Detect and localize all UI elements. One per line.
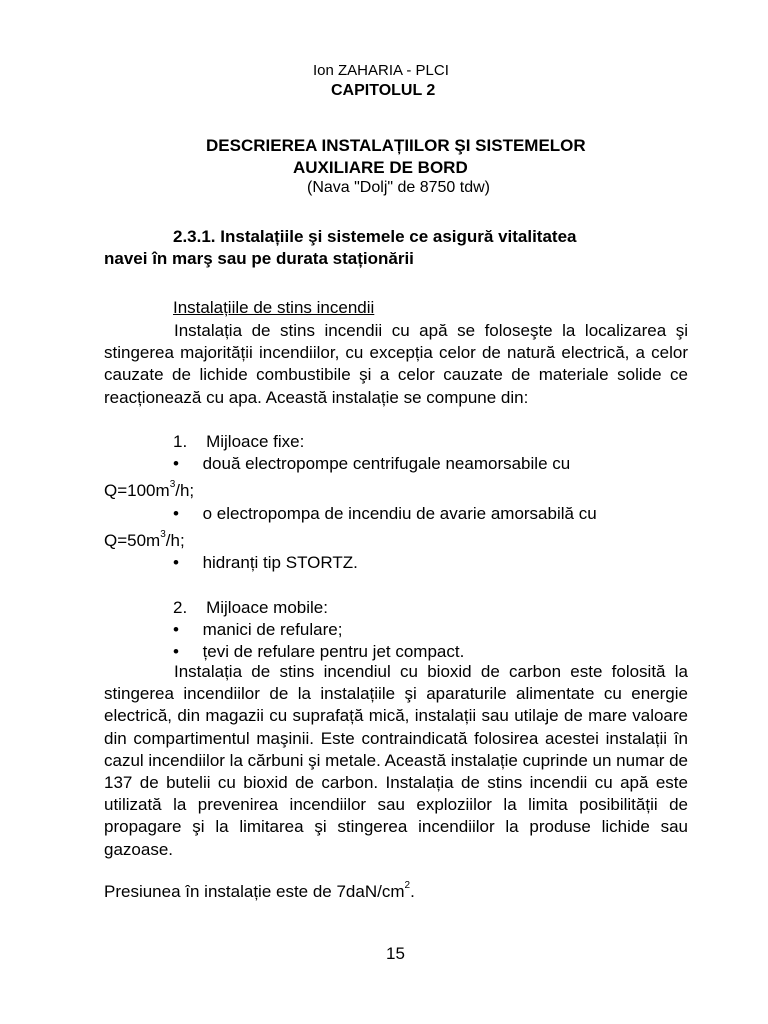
document-title-line1: DESCRIEREA INSTALAȚIILOR ŞI SISTEMELOR [206,136,586,155]
flow-rate-unit: /h; [175,481,195,500]
flow-rate-exponent: 3 [160,529,166,540]
list-item-text: o electropompa de incendiu de avarie amorsabilă cu [202,504,597,523]
subsection-title: Instalațiile de stins incendii [173,298,375,317]
flow-rate-unit: /h; [165,531,185,550]
paragraph-pressure-line [104,881,415,903]
pressure-exponent: 2 [404,880,411,891]
chapter-title: CAPITOLUL 2 [331,82,436,99]
flow-rate-value: Q=50m [104,531,161,550]
page-number: 15 [386,944,405,963]
list-item-continuation [104,480,194,502]
paragraph-water-system: Instalația de stins incendii cu apă se foloseşte la localizarea şi stingerea majorității incendiilor, cu excepția celor de natură electrică, a celor cauzate de lichide combustibile şi a celor cauzate de materiale solide ce reacționează cu apa. Această instalație se compune din: [104,321,688,407]
document-title-line2: AUXILIARE DE BORD [293,158,468,177]
list-item: • o electropompa de incendiu de avarie amorsabilă cu [173,504,597,523]
list-fixed-label: Mijloace fixe: [206,432,305,451]
list-fixed-number: 1. [173,432,188,451]
paragraph-co2-system: Instalația de stins incendiul cu bioxid de carbon este folosită la stingerea incendiilor de la instalațiile şi aparaturile alimentate cu energie electrică, din magazii cu suprafață mică, instalații sau utilaje de mare valoare din compartimentul maşinii. Este contraindicată folosirea acestei instalații în cazul incendiilor la cărbuni şi metale. Această instalație cuprinde un numar de 137 de butelii cu bioxid de carbon. Instalația de stins incendii cu apă este utilizată la prevenirea incendiilor sau exploziilor la limita posibilității de propagare şi la limitarea şi stingerea incendiilor la produse lichide sau gazoase. [104,662,688,859]
list-item: • țevi de refulare pentru jet compact. [173,642,465,661]
flow-rate-exponent: 3 [169,479,176,490]
pressure-text: Presiunea în instalație este de 7daN/cm [104,882,405,901]
list-item-text: manici de refulare; [202,620,343,639]
section-heading-line1: 2.3.1. Instalațiile şi sistemele ce asigură vitalitatea [173,227,577,246]
list-item: • hidranți tip STORTZ. [173,553,358,572]
list-item: • manici de refulare; [173,620,343,639]
list-item-text: două electropompe centrifugale neamorsabile cu [202,454,571,473]
pressure-end: . [410,882,415,901]
flow-rate-value: Q=100m [104,481,170,500]
document-subtitle: (Nava "Dolj" de 8750 tdw) [307,179,490,196]
list-mobile-number: 2. [173,598,188,617]
author-header: Ion ZAHARIA - PLCI [313,62,449,79]
list-mobile-label: Mijloace mobile: [206,598,328,617]
list-fixed-heading [173,431,304,453]
list-item: • două electropompe centrifugale neamorsabile cu [173,454,571,473]
section-heading-line2: navei în marş sau pe durata staționării [104,249,414,268]
list-item-continuation [104,530,185,552]
list-mobile-heading [173,597,328,619]
list-item-text: hidranți tip STORTZ. [202,553,358,572]
list-item-text: țevi de refulare pentru jet compact. [202,642,465,661]
